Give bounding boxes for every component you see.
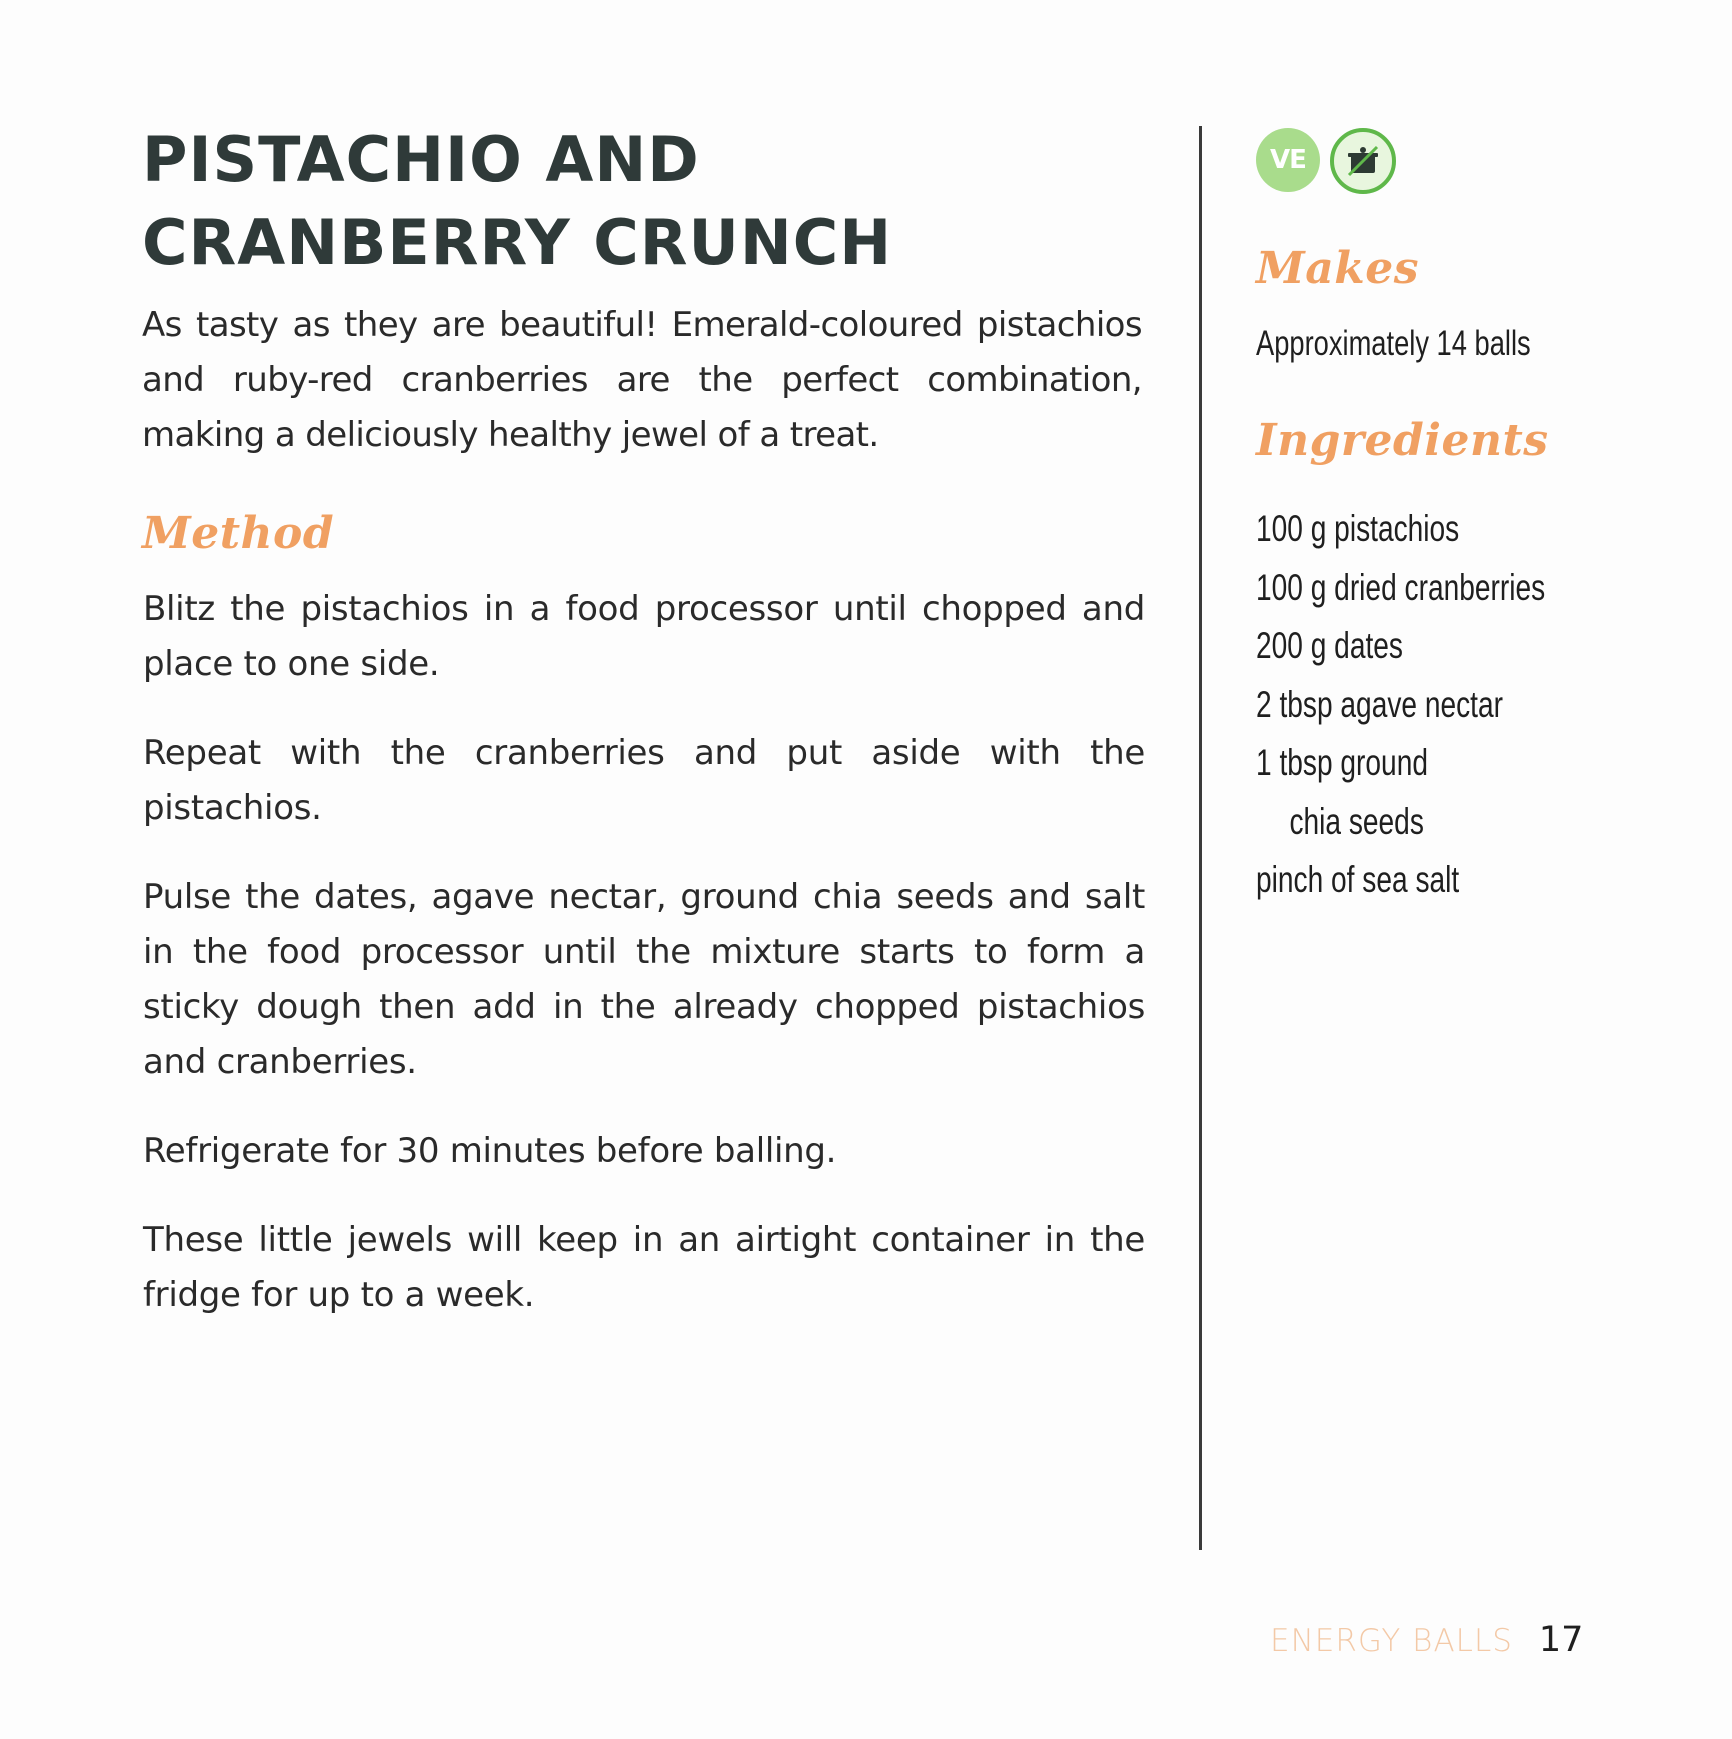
ingredient-item: pinch of sea salt — [1256, 859, 1460, 900]
recipe-title-line-2: CRANBERRY CRUNCH — [142, 206, 893, 279]
recipe-sidebar — [1256, 240, 1656, 910]
method-step: These little jewels will keep in an airtight container in the fridge for up to a week. — [143, 1220, 1145, 1315]
makes-value: Approximately 14 balls — [1256, 324, 1531, 363]
section-name: ENERGY BALLS — [1270, 1623, 1513, 1659]
recipe-title — [142, 118, 892, 284]
page-number: 17 — [1538, 1620, 1584, 1660]
no-cook-pot-icon — [1330, 128, 1396, 194]
vegan-badge-icon: VE — [1256, 128, 1320, 192]
method-step: Blitz the pistachios in a food processor until chopped and place to one side. — [143, 589, 1145, 684]
ingredient-item: 100 g dried cranberries — [1256, 566, 1546, 608]
ingredient-item-continued: chia seeds — [1289, 800, 1424, 842]
diet-badges — [1256, 128, 1396, 194]
page-footer — [1270, 1620, 1583, 1660]
recipe-title-line-1: PISTACHIO AND — [142, 123, 700, 196]
method-step: Repeat with the cranberries and put aside with the pistachios. — [143, 733, 1145, 828]
column-divider — [1199, 126, 1202, 1550]
method-steps — [143, 582, 1145, 1357]
method-step: Refrigerate for 30 minutes before balling. — [143, 1131, 837, 1171]
method-step: Pulse the dates, agave nectar, ground chia seeds and salt in the food processor until the mixture starts to form a sticky dough then add in the already chopped pistachios and cranberries. — [143, 877, 1145, 1082]
method-heading: Method — [142, 508, 335, 559]
ingredients-heading: Ingredients — [1256, 415, 1549, 466]
ingredient-item: 1 tbsp ground — [1256, 742, 1428, 783]
ingredient-item: 100 g pistachios — [1256, 508, 1460, 549]
ingredients-list — [1256, 500, 1656, 910]
recipe-intro: As tasty as they are beautiful! Emerald-coloured pistachios and ruby-red cranberries are the perfect combination, making a deliciously healthy jewel of a treat. — [142, 305, 1142, 455]
ingredient-item: 2 tbsp agave nectar — [1256, 683, 1503, 725]
makes-heading: Makes — [1256, 243, 1419, 294]
ingredient-item: 200 g dates — [1256, 625, 1403, 666]
pot-icon — [1343, 141, 1383, 181]
